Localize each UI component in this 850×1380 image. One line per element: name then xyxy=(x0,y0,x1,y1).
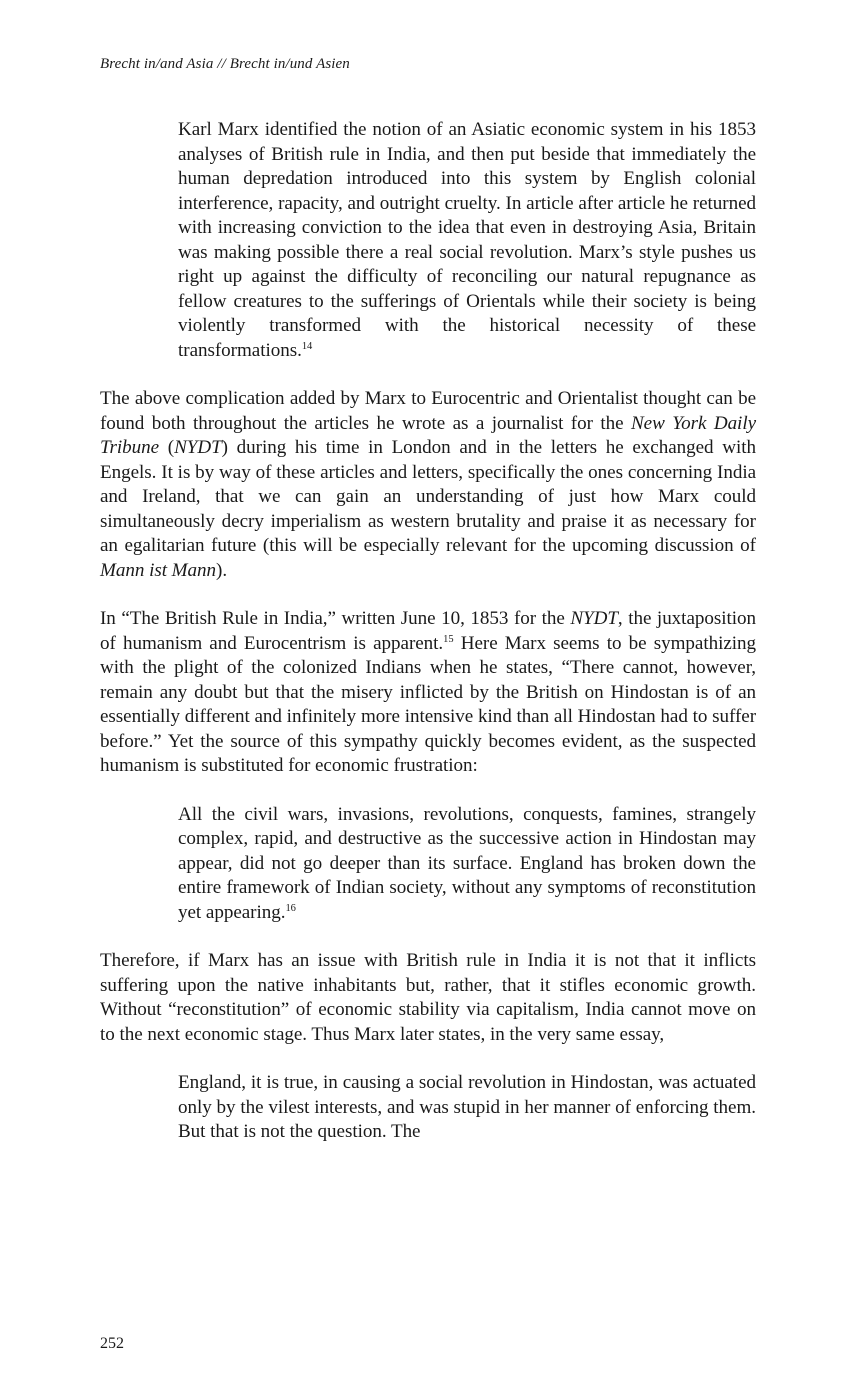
footnote-ref: 15 xyxy=(443,633,454,645)
text-run: ). xyxy=(216,559,228,581)
paragraph xyxy=(100,387,756,583)
block-quote xyxy=(178,118,756,363)
text-run: , the juxtaposition of humanism and Eurocentrism is apparent. xyxy=(100,608,756,654)
italic-title: New York Daily Tribune xyxy=(100,412,756,458)
page-number: 252 xyxy=(100,1335,124,1352)
text-run: Here Marx seems to be sympathizing with the plight of the colonized Indians when he states, “There cannot, however, remain any doubt but that the misery inflicted by the British on Hindostan is of an essentially different and infinitely more intensive kind than all Hindostan had to suffer before.” Yet the source of this sympathy quickly becomes evident, as the suspected humanism is substituted for economic frustration: xyxy=(100,632,756,776)
running-head: Brecht in/and Asia // Brecht in/und Asien xyxy=(100,56,350,72)
block-quote xyxy=(178,803,756,926)
quote-text: Karl Marx identified the notion of an Asiatic economic system in his 1853 analyses of British rule in India, and then put beside that immediately the human depredation introduced into this system by English colonial interference, rapacity, and outright cruelty. In article after article he returned with increasing conviction to the idea that even in destroying Asia, Britain was making possible there a real social revolution. Marx’s style pushes us right up against the difficulty of reconciling our natural repugnance as fellow creatures to the sufferings of Orientals while their society is being violently transformed with the historical necessity of these transformations. xyxy=(178,119,756,361)
italic-abbrev: NYDT xyxy=(174,437,222,458)
page-body xyxy=(100,118,756,1169)
text-run: ) during his time in London and in the letters he exchanged with Engels. It is by way of these articles and letters, specifically the ones concerning India and Ireland, that we can gain an understanding of just how Marx could simultaneously decry imperialism as western brutality and praise it as necessary for an egalitarian future (this will be especially relevant for the upcoming discussion of xyxy=(100,437,756,556)
text-run: The above complication added by Marx to Eurocentric and Orientalist thought can be found both throughout the articles he wrote as a journalist for the xyxy=(100,388,756,434)
text-run: In “The British Rule in India,” written June 10, 1853 for the xyxy=(100,608,571,629)
italic-abbrev: NYDT xyxy=(570,608,618,629)
footnote-ref: 14 xyxy=(301,340,313,352)
italic-title: Mann ist Mann xyxy=(100,559,217,581)
paragraph xyxy=(100,607,756,779)
footnote-ref: 16 xyxy=(285,902,296,914)
block-quote: England, it is true, in causing a social revolution in Hindostan, was actuated only by the vilest interests, and was stupid in her manner of enforcing them. But that is not the question. The xyxy=(178,1072,756,1142)
quote-text: All the civil wars, invasions, revolutions, conquests, famines, strangely complex, rapid, and destructive as the successive action in Hindostan may appear, did not go deeper than its surface. England has broken down the entire framework of Indian society, without any symptoms of reconstitution yet appearing. xyxy=(178,803,756,923)
paragraph: Therefore, if Marx has an issue with British rule in India it is not that it inflicts suffering upon the native inhabitants but, rather, that it stifles economic growth. Without “reconstitution” of economic stability via capitalism, India cannot move on to the next economic stage. Thus Marx later states, in the very same essay, xyxy=(100,950,756,1045)
text-run: ( xyxy=(159,437,175,458)
